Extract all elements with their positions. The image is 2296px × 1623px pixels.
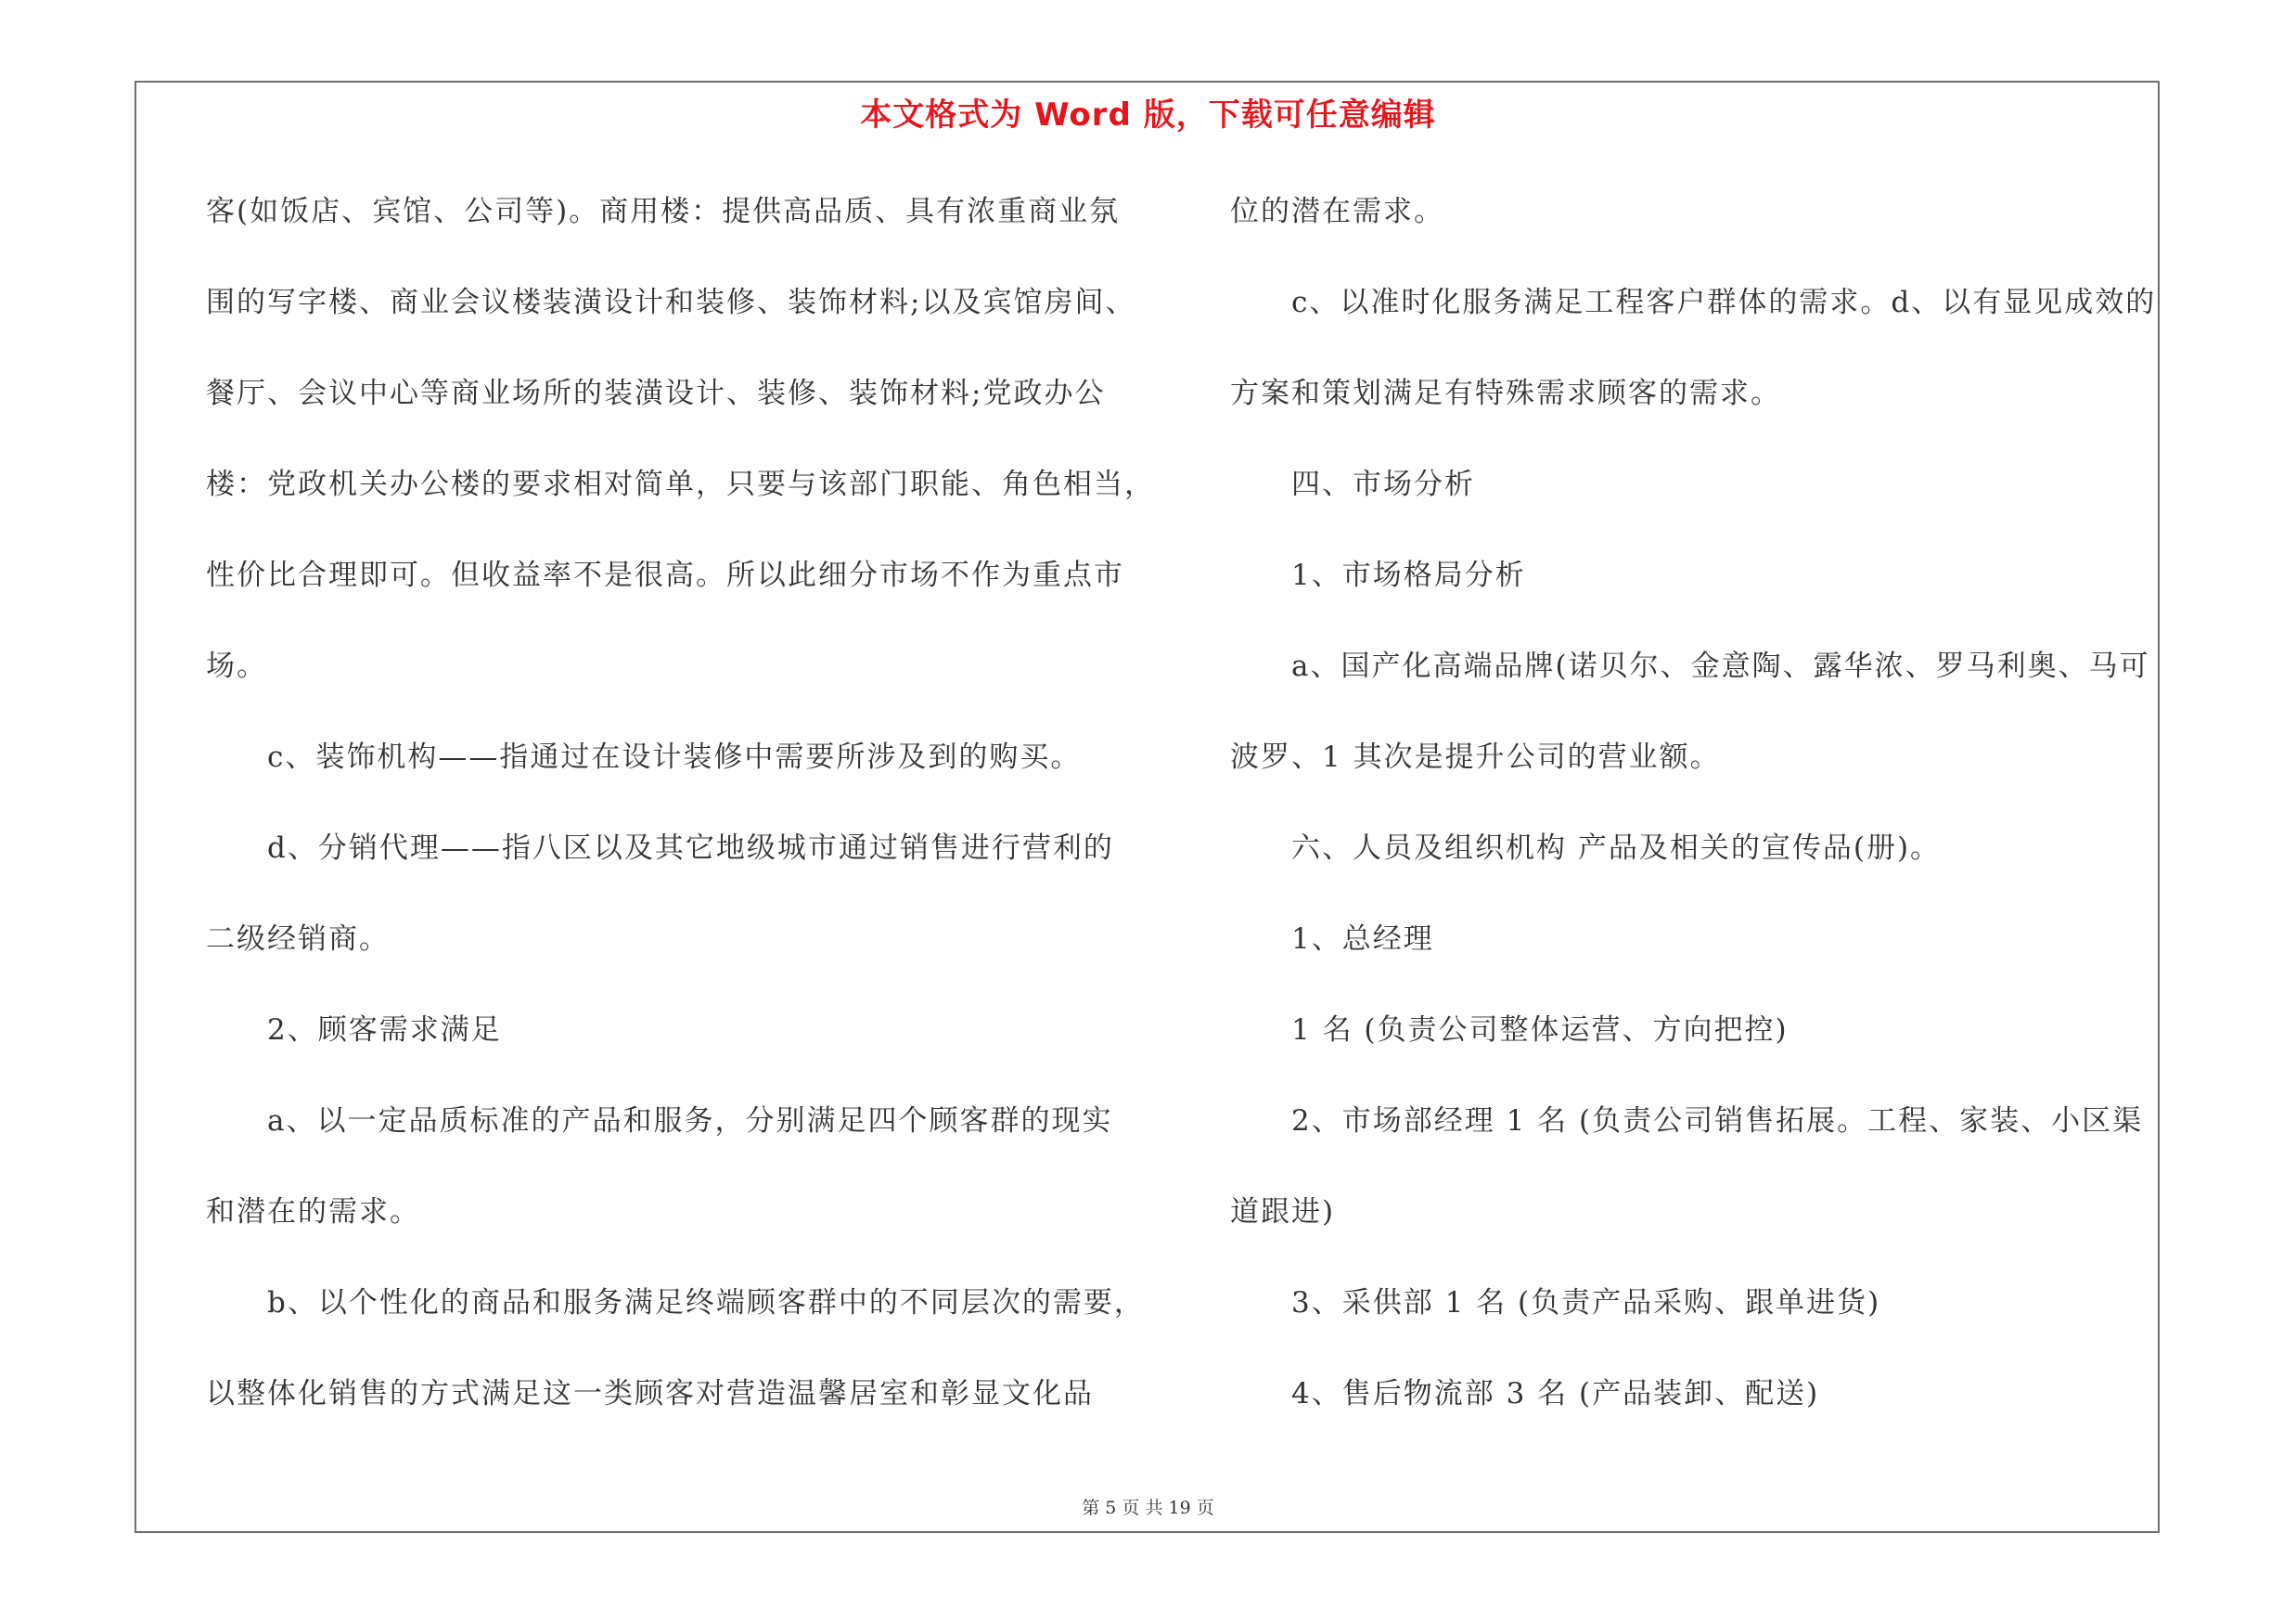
text-line: 二级经销商。 [206,922,390,956]
text-line: 2、顾客需求满足 [267,1013,502,1047]
text-line: 场。 [206,650,267,683]
text-line: 围的写字楼、商业会议楼装潢设计和装修、装饰材料;以及宾馆房间、 [206,286,1136,319]
right-text-column [1230,182,2158,1455]
text-line: 方案和策划满足有特殊需求顾客的需求。 [1230,377,1781,410]
text-line: 四、市场分析 [1291,468,1475,501]
text-line: c、以准时化服务满足工程客户群体的需求。d、以有显见成效的 [1291,286,2157,319]
text-line: 1、市场格局分析 [1291,559,1526,592]
text-line: 1、总经理 [1291,922,1434,956]
text-line: 以整体化销售的方式满足这一类顾客对营造温馨居室和彰显文化品 [206,1377,1094,1410]
text-line: 位的潜在需求。 [1230,195,1444,228]
text-line: 道跟进) [1230,1195,1336,1229]
text-line: 和潜在的需求。 [206,1195,420,1229]
left-text-column [206,182,1155,1455]
text-line: a、国产化高端品牌(诺贝尔、金意陶、露华浓、罗马利奥、马可 [1291,650,2150,683]
text-line: c、装饰机构——指通过在设计装修中需要所涉及到的购买。 [267,741,1082,774]
text-line: 客(如饭店、宾馆、公司等)。商用楼：提供高品质、具有浓重商业氛 [206,195,1121,228]
page-number-footer: 第 5 页 共 19 页 [1082,1498,1214,1518]
text-line: a、以一定品质标准的产品和服务，分别满足四个顾客群的现实 [267,1104,1113,1138]
text-line: 1 名 (负责公司整体运营、方向把控) [1291,1013,1789,1047]
text-line: 4、售后物流部 3 名 (产品装卸、配送) [1291,1377,1820,1410]
text-line: 楼：党政机关办公楼的要求相对简单，只要与该部门职能、角色相当， [206,468,1155,501]
text-line: 餐厅、会议中心等商业场所的装潢设计、装修、装饰材料;党政办公 [206,377,1106,410]
text-line: 性价比合理即可。但收益率不是很高。所以此细分市场不作为重点市 [206,559,1124,592]
text-line: 波罗、1 其次是提升公司的营业额。 [1230,741,1721,774]
text-line: b、以个性化的商品和服务满足终端顾客群中的不同层次的需要， [267,1286,1145,1320]
text-line: 3、采供部 1 名 (负责产品采购、跟单进货) [1291,1286,1881,1320]
text-line: d、分销代理——指八区以及其它地级城市通过销售进行营利的 [267,831,1114,865]
text-line: 六、人员及组织机构 产品及相关的宣传品(册)。 [1291,831,1942,865]
text-line: 2、市场部经理 1 名 (负责公司销售拓展。工程、家装、小区渠 [1291,1104,2144,1138]
document-banner: 本文格式为 Word 版，下载可任意编辑 [860,97,1436,134]
